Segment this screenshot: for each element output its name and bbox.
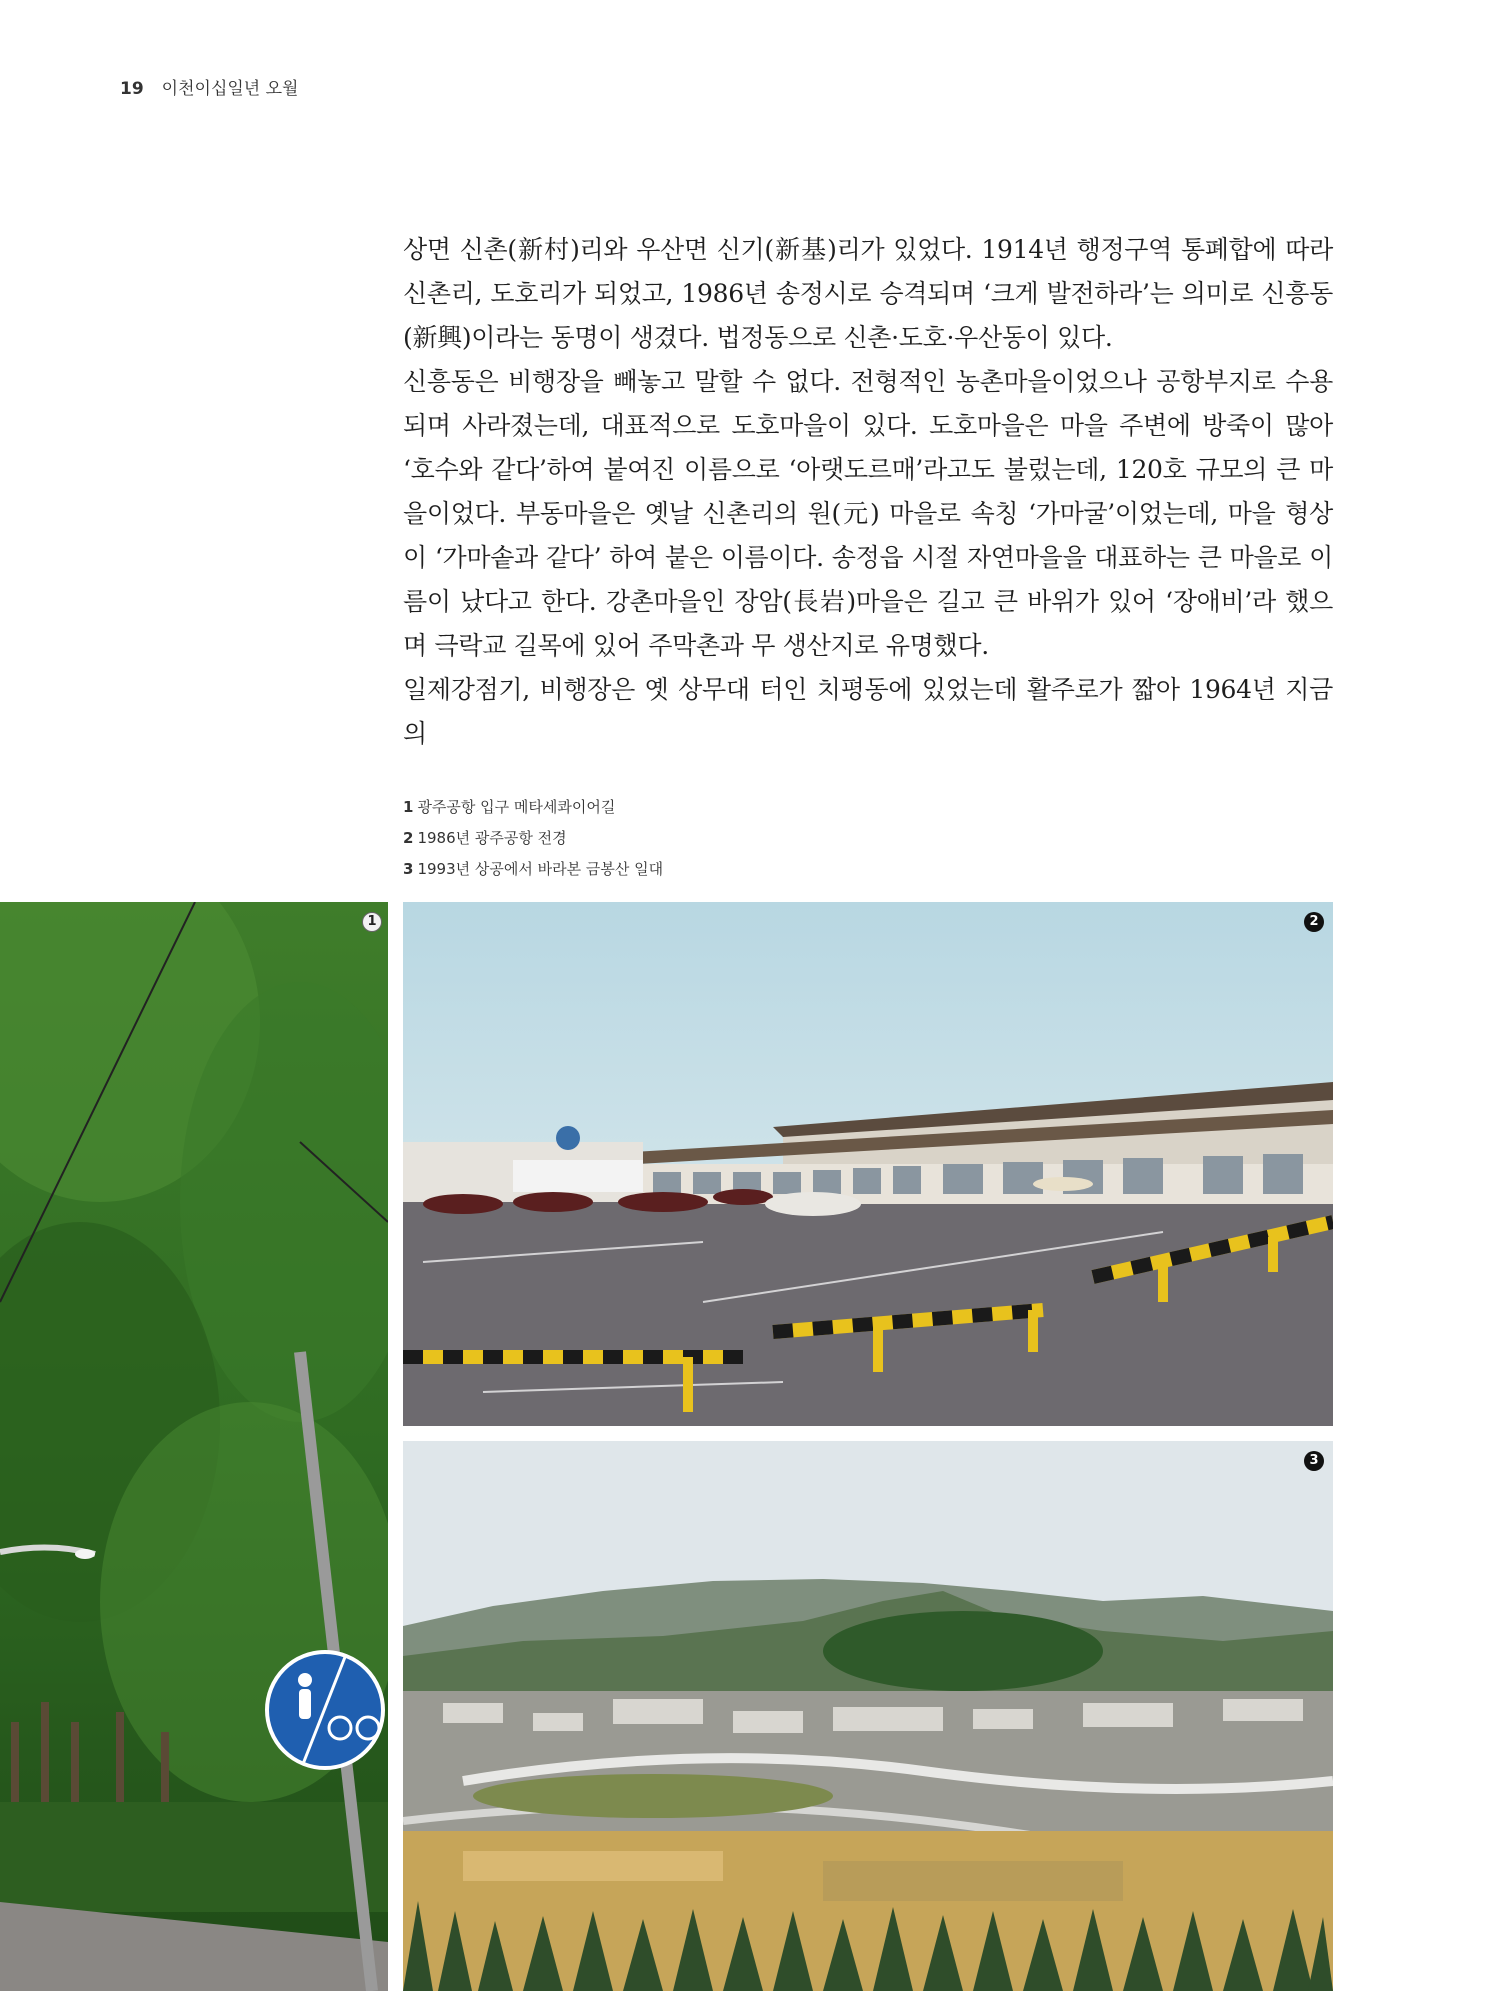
page-number: 19 [120, 79, 144, 99]
photo-3-badge: 3 [1304, 1451, 1324, 1471]
photo-1-badge: 1 [362, 912, 382, 932]
article-body [403, 228, 1333, 756]
caption-1: 1 광주공항 입구 메타세콰이어길 [403, 798, 616, 816]
photo-captions [403, 792, 663, 885]
photo-metasequoia-road [0, 902, 388, 1991]
caption-3: 3 1993년 상공에서 바라본 금봉산 일대 [403, 860, 664, 878]
paragraph-1: 상면 신촌(新村)리와 우산면 신기(新基)리가 있었다. 1914년 행정구역 통폐합에 따라 신촌리, 도호리가 되었고, 1986년 송정시로 승격되며 ‘크게 발전하라’는 의미로 신흥동(新興)이라는 동명이 생겼다. 법정동으로 신촌·도호·우산동이 있다. [403, 235, 1333, 352]
photo-aerial-mountain-view [403, 1441, 1333, 1991]
section-title: 이천이십일년 오월 [161, 79, 299, 99]
photo-2-badge: 2 [1304, 912, 1324, 932]
page-header [120, 74, 298, 99]
paragraph-3: 일제강점기, 비행장은 옛 상무대 터인 치평동에 있었는데 활주로가 짧아 1964년 지금의 [403, 675, 1333, 748]
photo-airport-terminal [403, 902, 1333, 1426]
paragraph-2: 신흥동은 비행장을 빼놓고 말할 수 없다. 전형적인 농촌마을이었으나 공항부지로 수용되며 사라졌는데, 대표적으로 도호마을이 있다. 도호마을은 마을 주변에 방죽이 많아 ‘호수와 같다’하여 붙여진 이름으로 ‘아랫도르매’라고도 불렀는데, 120호 규모의 큰 마을이었다. 부동마을은 옛날 신촌리의 원(元) 마을로 속칭 ‘가마굴’이었는데, 마을 형상이 ‘가마솥과 같다’ 하여 붙은 이름이다. 송정읍 시절 자연마을을 대표하는 큰 마을로 이름이 났다고 한다. 강촌마을인 장암(長岩)마을은 길고 큰 바위가 있어 ‘장애비’라 했으며 극락교 길목에 있어 주막촌과 무 생산지로 유명했다. [403, 367, 1333, 660]
caption-2: 2 1986년 광주공항 전경 [403, 829, 567, 847]
